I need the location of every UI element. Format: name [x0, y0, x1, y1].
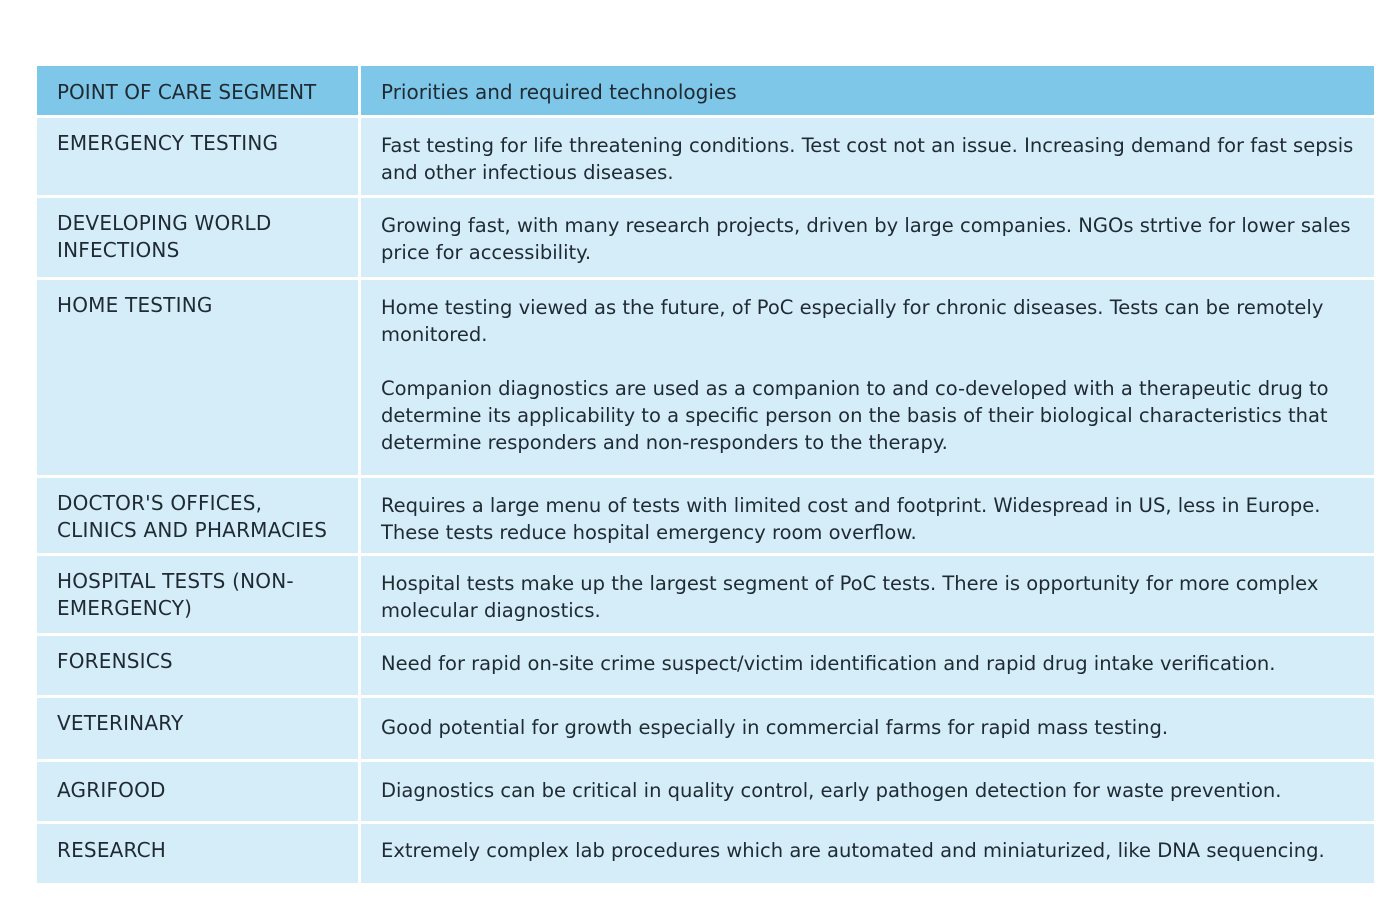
point-of-care-table	[34, 63, 1377, 886]
table-row	[36, 279, 1376, 477]
table-row	[36, 117, 1376, 197]
header-segment: POINT OF CARE SEGMENT	[36, 65, 360, 117]
description-cell	[360, 279, 1376, 477]
segment-cell: VETERINARY	[36, 697, 360, 761]
description-cell	[360, 761, 1376, 823]
description-text: Extremely complex lab procedures which are automated and miniaturized, like DNA sequencing.	[381, 839, 1325, 862]
description-text: Hospital tests make up the largest segment of PoC tests. There is opportunity for more complex molecular diagnostics.	[381, 572, 1319, 622]
description-text: Good potential for growth especially in commercial farms for rapid mass testing.	[381, 716, 1169, 739]
description-text: Requires a large menu of tests with limited cost and footprint. Widespread in US, less in Europe. These tests reduce hospital emergency room overflow.	[381, 494, 1321, 544]
table-row	[36, 823, 1376, 885]
description-text: Fast testing for life threatening conditions. Test cost not an issue. Increasing demand for fast sepsis and other infectious diseases.	[381, 134, 1354, 184]
table-header-row	[36, 65, 1376, 117]
segment-cell: DOCTOR'S OFFICES, CLINICS AND PHARMACIES	[36, 477, 360, 555]
description-cell	[360, 635, 1376, 697]
segment-cell: HOSPITAL TESTS (NON-EMERGENCY)	[36, 555, 360, 635]
description-cell	[360, 697, 1376, 761]
table-row	[36, 197, 1376, 279]
segment-cell: FORENSICS	[36, 635, 360, 697]
description-text: Home testing viewed as the future, of PoC especially for chronic diseases. Tests can be remotely monitored.	[381, 296, 1324, 346]
segment-cell: DEVELOPING WORLD INFECTIONS	[36, 197, 360, 279]
table-row	[36, 477, 1376, 555]
segment-cell: AGRIFOOD	[36, 761, 360, 823]
description-cell	[360, 197, 1376, 279]
segment-cell: RESEARCH	[36, 823, 360, 885]
table-row	[36, 555, 1376, 635]
description-text: Diagnostics can be critical in quality control, early pathogen detection for waste prevention.	[381, 779, 1282, 802]
description-text: Companion diagnostics are used as a companion to and co-developed with a therapeutic drug to determine its applicability to a specific person on the basis of their biological characteristics that determine responders and non-responders to the therapy.	[381, 377, 1329, 454]
description-text: Growing fast, with many research projects, driven by large companies. NGOs strtive for lower sales price for accessibility.	[381, 214, 1351, 264]
segment-cell: HOME TESTING	[36, 279, 360, 477]
table-row	[36, 697, 1376, 761]
description-cell	[360, 823, 1376, 885]
header-priorities: Priorities and required technologies	[360, 65, 1376, 117]
description-cell	[360, 117, 1376, 197]
table-row	[36, 635, 1376, 697]
table-row	[36, 761, 1376, 823]
description-text: Need for rapid on-site crime suspect/victim identification and rapid drug intake verification.	[381, 652, 1276, 675]
description-cell	[360, 477, 1376, 555]
segment-cell: EMERGENCY TESTING	[36, 117, 360, 197]
description-cell	[360, 555, 1376, 635]
